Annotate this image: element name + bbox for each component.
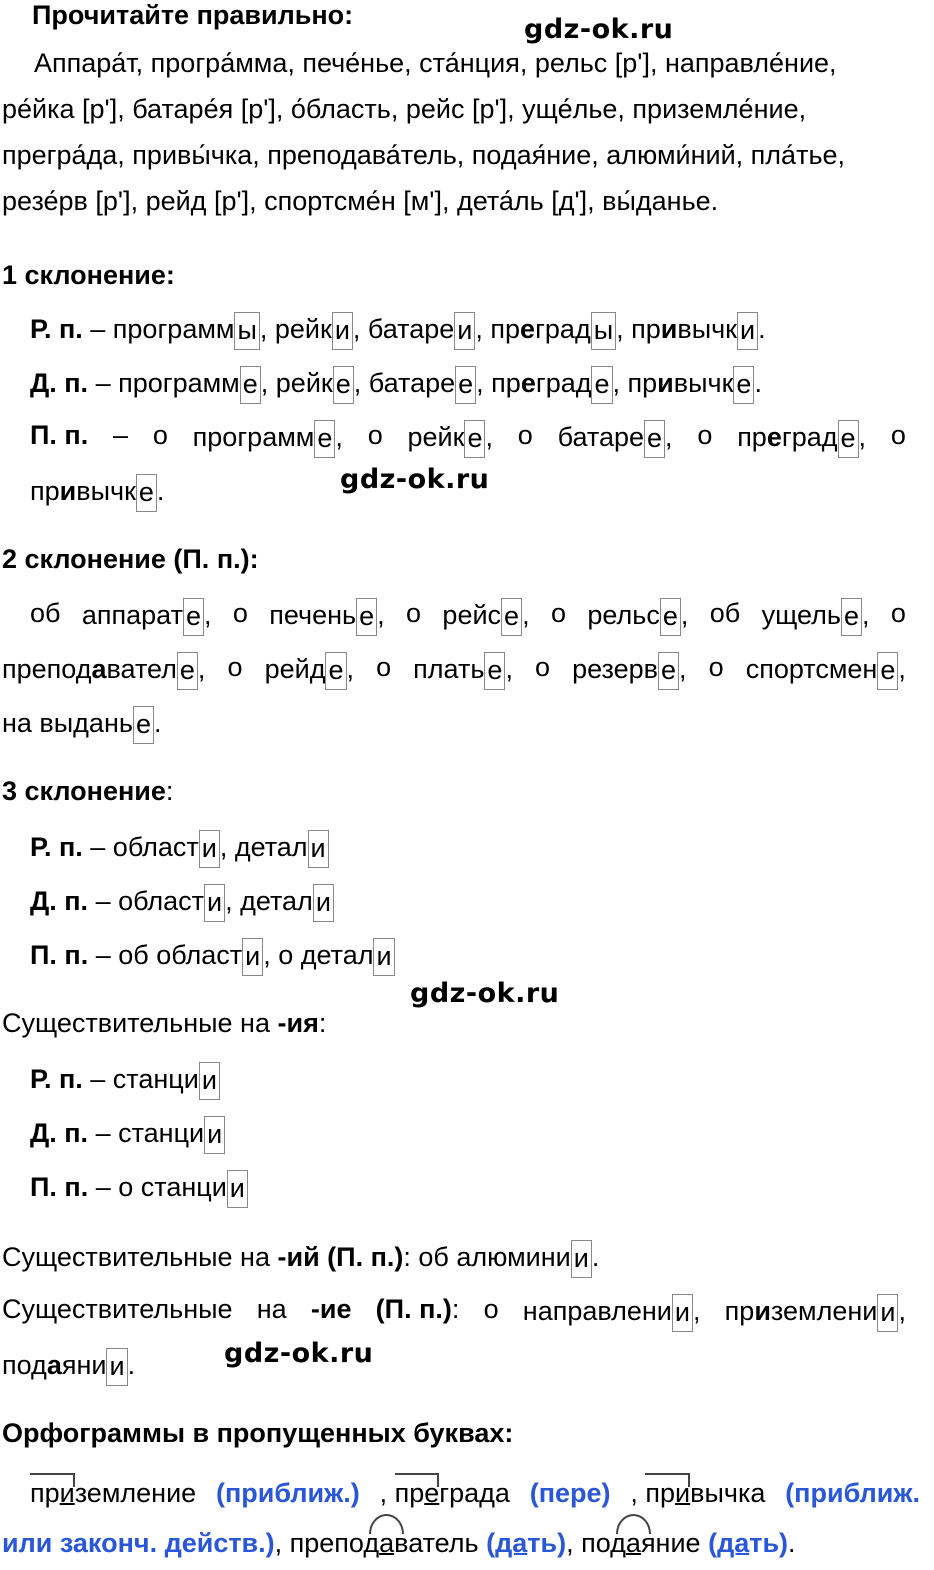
decl3-rp-line: Р. п. – област и , детал и (30, 830, 329, 868)
orth-line-2: или законч. действ.), преподаватель (дать), подаяние (дать). (2, 1528, 796, 1558)
iy-line: Существительные на -ий (П. п.): об алюмини и . (2, 1240, 599, 1278)
iya-pp-line: П. п. – о станци и (30, 1170, 248, 1208)
watermark: gdz-ok.ru (524, 14, 674, 45)
decl1-pp-line: П. п. – о программ е , о рейк е , о батаре е , о преград е , о (30, 420, 906, 458)
decl3-dp-line: Д. п. – област и , детал и (30, 884, 334, 922)
read-line-4: резе́рв [р'], рейд [р'], спортсме́н [м'], дета́ль [д'], вы́данье. (2, 186, 719, 216)
watermark: gdz-ok.ru (410, 978, 560, 1009)
read-line-3: прегра́да, привы́чка, преподава́тель, подая́ние, алюми́ний, пла́тье, (2, 140, 846, 170)
ie-line-1: Существительные на -ие (П. п.): о направлени и , приземлени и , (2, 1294, 906, 1332)
ie-line-2: подаяни и . (2, 1348, 135, 1386)
decl2-line-2: преподавател е , о рейд е , о плать е , о резерв е , о спортсмен е , (2, 652, 906, 690)
read-line-1: Аппара́т, програ́мма, пече́нье, ста́нция, рельс [р'], направле́ние, (34, 48, 837, 78)
orth-heading: Орфограммы в пропущенных буквах: (2, 1418, 514, 1448)
iya-dp-line: Д. п. – станци и (30, 1116, 225, 1154)
decl3-pp-line: П. п. – об област и , о детал и (30, 938, 395, 976)
decl2-line-1: об аппарат е , о печень е , о рейс е , о рельс е , об ущель е , о (30, 598, 906, 636)
orth-line-1: приземление (приближ.) , преграда (пере) , привычка (приближ. (30, 1478, 920, 1508)
read-line-2: ре́йка [р'], батаре́я [р'], о́бласть, рейс [р'], уще́лье, приземле́ние, (2, 94, 807, 124)
page-title: Прочитайте правильно: (32, 0, 354, 30)
decl1-rp-line: Р. п. – программ ы , рейк и , батаре и , преград ы , привычк и . (30, 312, 766, 350)
decl1-pp-line-2: привычк е . (30, 474, 164, 512)
section-heading-decl1: 1 склонение: (2, 260, 175, 290)
decl1-dp-line: Д. п. – программ е , рейк е , батаре е , преград е , привычк е . (30, 366, 762, 404)
section-heading-decl3: 3 склонение: (2, 776, 174, 806)
watermark: gdz-ok.ru (224, 1338, 374, 1369)
iya-rp-line: Р. п. – станци и (30, 1062, 220, 1100)
section-heading-decl2: 2 склонение (П. п.): (2, 544, 259, 574)
watermark: gdz-ok.ru (340, 464, 490, 495)
decl2-line-3: на выдань е . (2, 706, 161, 744)
iya-heading: Существительные на -ия: (2, 1008, 327, 1038)
